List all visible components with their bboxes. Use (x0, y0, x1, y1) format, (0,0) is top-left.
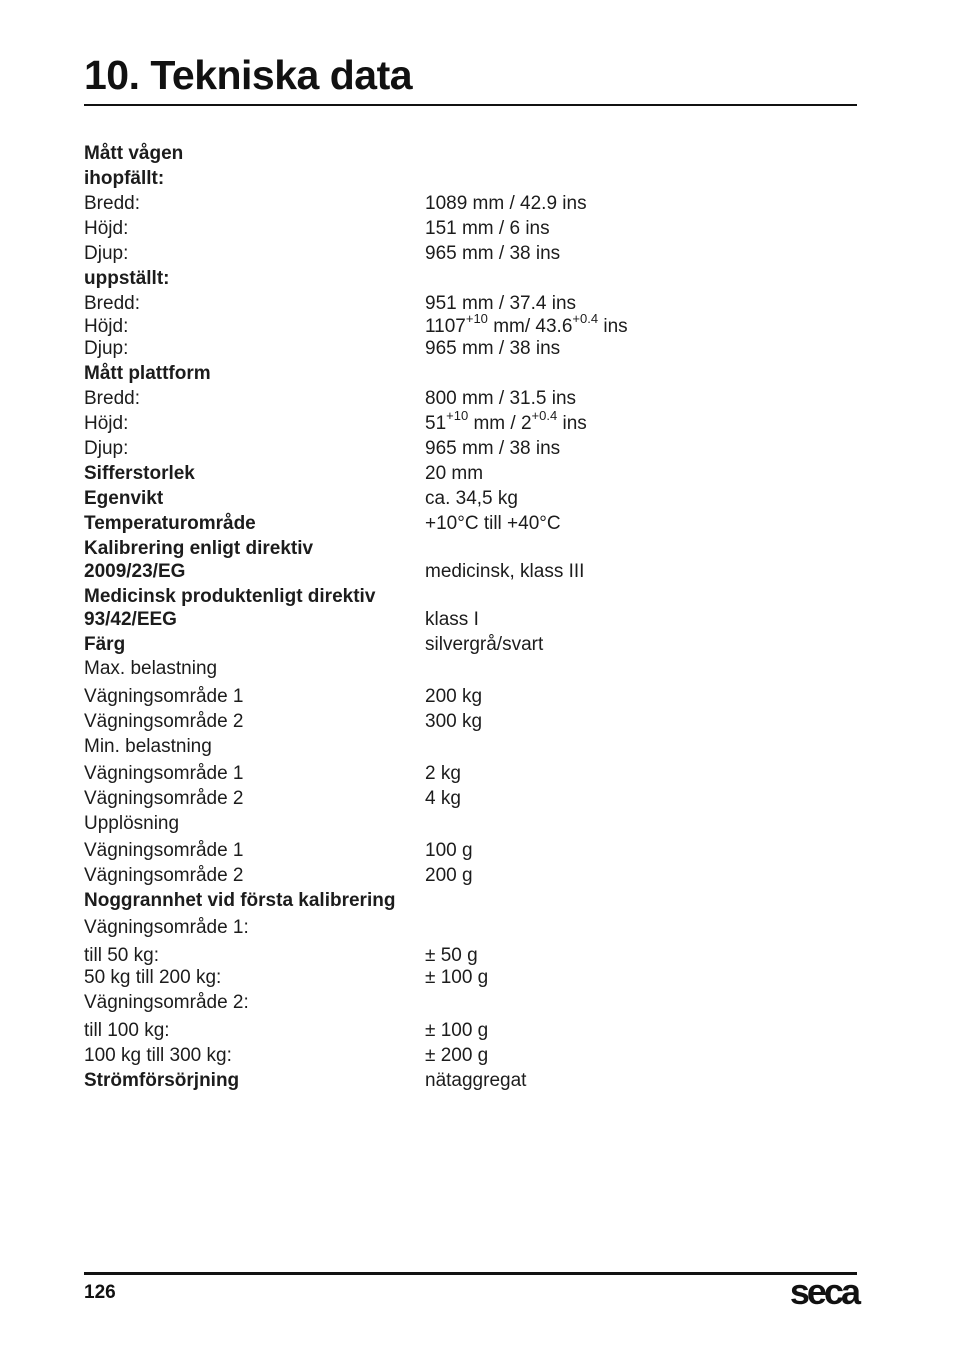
spec-row (84, 537, 857, 561)
spec-value: +10°C till +40°C (425, 513, 561, 534)
value-part: mm/ 43.6 (487, 316, 573, 337)
value-part: mm / 2 (468, 413, 532, 434)
title-divider (84, 104, 857, 106)
spec-row (84, 1069, 857, 1093)
spec-row (84, 991, 857, 1015)
spec-label: Max. belastning (84, 658, 218, 679)
spec-label: Kalibrering enligt direktiv (84, 538, 314, 559)
spec-label: Höjd: (84, 413, 129, 434)
value-part: 51 (425, 413, 447, 434)
page-number: 126 (84, 1282, 116, 1303)
spec-label: Djup: (84, 438, 129, 459)
spec-label: till 100 kg: (84, 1020, 170, 1041)
value-part: ins (557, 413, 587, 434)
tolerance-superscript: +10 (465, 310, 488, 326)
spec-value: ca. 34,5 kg (425, 488, 518, 509)
spec-value: ± 100 g (425, 967, 489, 988)
spec-label: Min. belastning (84, 736, 212, 757)
value-part: 1107 (425, 316, 466, 337)
spec-row (84, 1019, 857, 1043)
spec-row (84, 167, 857, 191)
spec-value: 4 kg (425, 788, 461, 809)
spec-label: Vägningsområde 2: (84, 992, 249, 1013)
spec-value: 800 mm / 31.5 ins (425, 388, 577, 409)
spec-row (84, 685, 857, 709)
spec-label: Mått plattform (84, 363, 211, 384)
spec-row (84, 407, 857, 436)
spec-value: 951 mm / 37.4 ins (425, 293, 577, 314)
spec-row (84, 142, 857, 166)
spec-row (84, 1044, 857, 1068)
footer-divider (84, 1272, 857, 1275)
seca-logo: seca (789, 1271, 858, 1312)
spec-label: Vägningsområde 1 (84, 840, 244, 861)
spec-row (84, 387, 857, 411)
spec-value: 2 kg (425, 763, 461, 784)
spec-label: Djup: (84, 243, 129, 264)
spec-value: klass I (425, 609, 479, 630)
spec-row (84, 585, 857, 609)
spec-label: 100 kg till 300 kg: (84, 1045, 232, 1066)
spec-label: Upplösning (84, 813, 180, 834)
spec-row (84, 633, 857, 657)
spec-label: till 50 kg: (84, 945, 159, 966)
spec-label: Vägningsområde 1 (84, 686, 244, 707)
spec-value: silvergrå/svart (425, 634, 544, 655)
spec-row (84, 735, 857, 759)
spec-label: Noggrannhet vid första kalibrering (84, 890, 396, 911)
spec-label: 2009/23/EG (84, 561, 186, 582)
spec-label: Medicinsk produktenligt direktiv (84, 586, 376, 607)
page-title: 10. Tekniska data (84, 52, 413, 98)
spec-row (84, 192, 857, 216)
tolerance-superscript: +0.4 (531, 407, 558, 423)
spec-row (84, 812, 857, 836)
spec-label: Höjd: (84, 218, 129, 239)
spec-value (425, 407, 587, 436)
spec-row (84, 657, 857, 681)
value-part: ins (598, 316, 628, 337)
spec-value: 100 g (425, 840, 473, 861)
spec-label: ihopfällt: (84, 168, 165, 189)
spec-row (84, 839, 857, 863)
spec-row (84, 267, 857, 291)
spec-label: Vägningsområde 2 (84, 711, 244, 732)
spec-label: 93/42/EEG (84, 609, 177, 630)
spec-label: Mått vågen (84, 143, 184, 164)
spec-label: Temperaturområde (84, 513, 256, 534)
spec-label: Sifferstorlek (84, 463, 195, 484)
spec-label: Vägningsområde 2 (84, 865, 244, 886)
spec-label: Djup: (84, 338, 129, 359)
spec-value: 20 mm (425, 463, 484, 484)
spec-row (84, 487, 857, 511)
spec-row (84, 462, 857, 486)
spec-label: Egenvikt (84, 488, 164, 509)
spec-value: 200 g (425, 865, 473, 886)
spec-row (84, 762, 857, 786)
spec-value (425, 310, 628, 339)
spec-label: Vägningsområde 2 (84, 788, 244, 809)
spec-value: 300 kg (425, 711, 483, 732)
spec-row (84, 787, 857, 811)
spec-value: 965 mm / 38 ins (425, 438, 561, 459)
spec-row (84, 362, 857, 386)
spec-row (84, 608, 857, 632)
tolerance-superscript: +0.4 (572, 310, 599, 326)
spec-row (84, 560, 857, 584)
spec-label: Vägningsområde 1: (84, 917, 249, 938)
spec-value: 200 kg (425, 686, 483, 707)
spec-row (84, 310, 857, 339)
spec-row (84, 916, 857, 940)
spec-value: 1089 mm / 42.9 ins (425, 193, 587, 214)
spec-label: Vägningsområde 1 (84, 763, 244, 784)
spec-value: 965 mm / 38 ins (425, 338, 561, 359)
spec-value: 965 mm / 38 ins (425, 243, 561, 264)
spec-value: 151 mm / 6 ins (425, 218, 550, 239)
spec-label: Strömförsörjning (84, 1070, 240, 1091)
spec-row (84, 864, 857, 888)
spec-row (84, 966, 857, 990)
tolerance-superscript: +10 (446, 407, 469, 423)
spec-row (84, 710, 857, 734)
spec-row (84, 217, 857, 241)
spec-label: Bredd: (84, 388, 140, 409)
spec-label: Höjd: (84, 316, 129, 337)
spec-value: medicinsk, klass III (425, 561, 585, 582)
spec-label: uppställt: (84, 268, 170, 289)
spec-row (84, 337, 857, 361)
spec-label: Färg (84, 634, 126, 655)
spec-value: ± 100 g (425, 1020, 489, 1041)
spec-row (84, 889, 857, 913)
spec-label: Bredd: (84, 193, 140, 214)
spec-value: ± 200 g (425, 1045, 489, 1066)
spec-row (84, 242, 857, 266)
spec-row (84, 512, 857, 536)
spec-row (84, 944, 857, 968)
spec-value: nätaggregat (425, 1070, 527, 1091)
spec-value: ± 50 g (425, 945, 478, 966)
spec-label: 50 kg till 200 kg: (84, 967, 222, 988)
spec-row (84, 437, 857, 461)
spec-label: Bredd: (84, 293, 140, 314)
